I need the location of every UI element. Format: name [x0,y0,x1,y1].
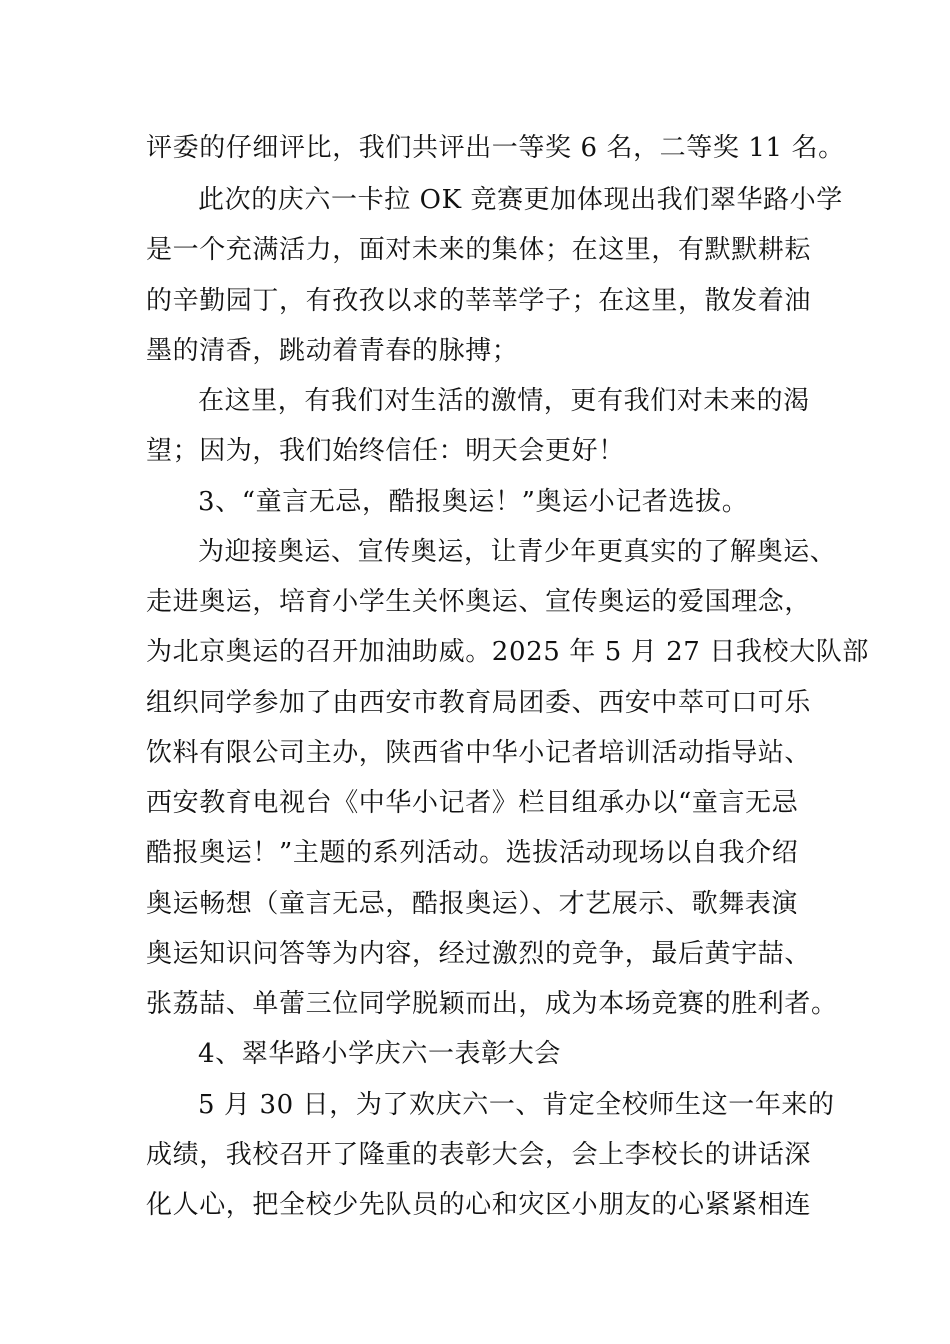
text-line: 组织同学参加了由西安市教育局团委、西安中萃可口可乐 [146,688,812,718]
text-line: 望；因为，我们始终信任：明天会更好！ [146,436,625,466]
text-line: 为迎接奥运、宣传奥运，让青少年更真实的了解奥运、 [198,537,837,567]
text-line: 化人心，把全校少先队员的心和灾区小朋友的心紧紧相连 [146,1190,812,1220]
text-line: 走进奥运，培育小学生关怀奥运、宣传奥运的爱国理念， [146,587,812,617]
text-line: 奥运畅想（童言无忌，酷报奥运）、才艺展示、歌舞表演 [146,889,799,919]
text-line: 5 月 30 日，为了欢庆六一、肯定全校师生这一年来的 [198,1090,835,1120]
text-line: 评委的仔细评比，我们共评出一等奖 6 名，二等奖 11 名。 [146,133,845,163]
text-line: 此次的庆六一卡拉 OK 竞赛更加体现出我们翠华路小学 [198,185,843,215]
text-line: 成绩，我校召开了隆重的表彰大会，会上李校长的讲话深 [146,1140,812,1170]
text-line: 是一个充满活力，面对未来的集体；在这里，有默默耕耘 [146,235,812,265]
section-heading: 4、翠华路小学庆六一表彰大会 [198,1039,561,1069]
text-line: 酷报奥运！”主题的系列活动。选拔活动现场以自我介绍 [146,838,799,868]
text-line: 的辛勤园丁，有孜孜以求的莘莘学子；在这里，散发着油 [146,286,812,316]
text-line: 西安教育电视台《中华小记者》栏目组承办以“童言无忌 [146,788,799,818]
text-line: 为北京奥运的召开加油助威。2025 年 5 月 27 日我校大队部 [146,637,869,667]
text-line: 墨的清香，跳动着青春的脉搏； [146,336,519,366]
section-heading: 3、“童言无忌，酷报奥运！”奥运小记者选拔。 [198,487,749,517]
text-line: 在这里，有我们对生活的激情，更有我们对未来的渴 [198,386,810,416]
text-line: 奥运知识问答等为内容，经过激烈的竞争，最后黄宇喆、 [146,939,812,969]
text-line: 饮料有限公司主办，陕西省中华小记者培训活动指导站、 [146,738,812,768]
text-line: 张荔喆、单蕾三位同学脱颖而出，成为本场竞赛的胜利者。 [146,989,838,1019]
